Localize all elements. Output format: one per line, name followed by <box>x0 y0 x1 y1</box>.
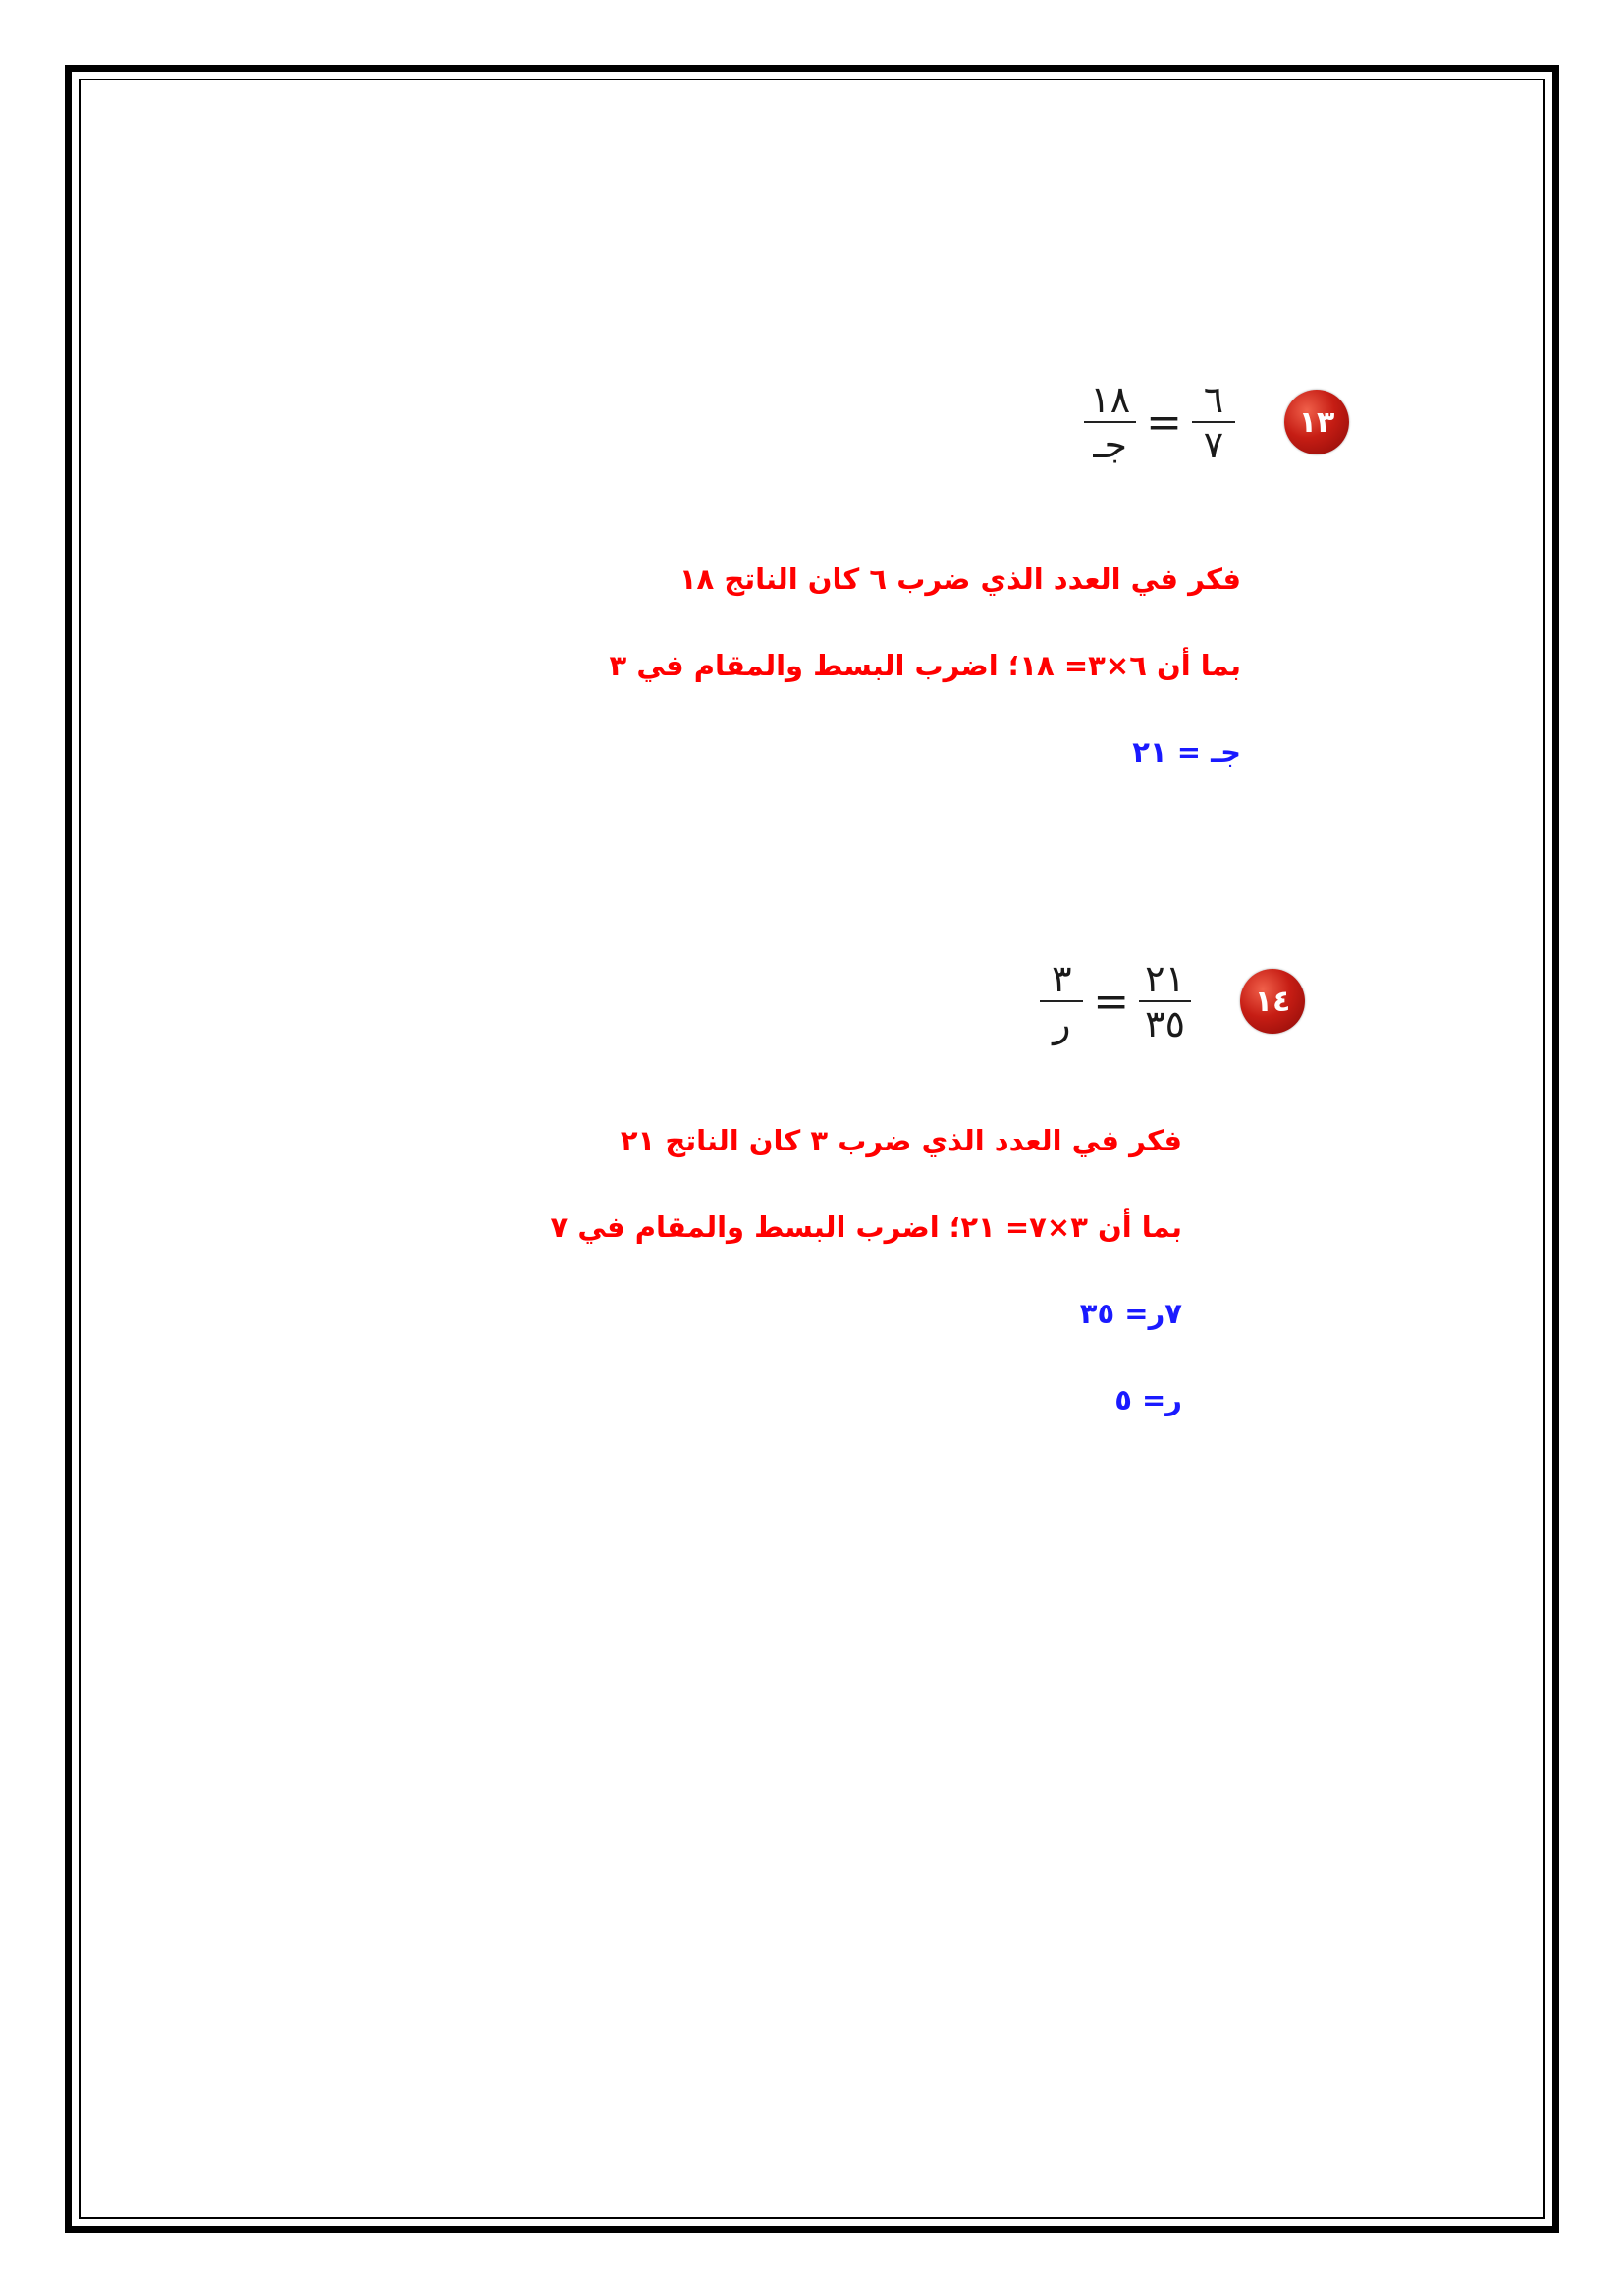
numerator: ٢١ <box>1145 957 1185 1000</box>
problem-number-badge: ١٤ <box>1240 969 1305 1034</box>
denominator: ر <box>1053 1002 1071 1045</box>
fraction-left <box>1040 957 1083 1045</box>
problem-number-badge: ١٣ <box>1284 390 1349 454</box>
equals-sign: = <box>1146 397 1182 448</box>
problem-14-header <box>1040 957 1305 1045</box>
equals-sign: = <box>1093 976 1130 1027</box>
solution-step: بما أن ٣×٧= ٢١؛ اضرب البسط والمقام في ٧ <box>550 1210 1182 1244</box>
denominator: ٧ <box>1203 423 1224 466</box>
fraction-left <box>1084 378 1136 466</box>
solution-answer: جـ = ٢١ <box>1132 735 1241 769</box>
denominator: جـ <box>1093 423 1128 466</box>
denominator: ٣٥ <box>1145 1002 1185 1045</box>
solution-answer: ر= ٥ <box>1114 1383 1182 1416</box>
solution-step: بما أن ٦×٣= ١٨؛ اضرب البسط والمقام في ٣ <box>609 649 1241 682</box>
solution-step: فكر في العدد الذي ضرب ٣ كان الناتج ٢١ <box>620 1124 1182 1157</box>
numerator: ٦ <box>1203 378 1224 421</box>
problem-13-header <box>1084 378 1349 466</box>
solution-answer: ٧ر= ٣٥ <box>1079 1297 1182 1330</box>
solution-step: فكر في العدد الذي ضرب ٦ كان الناتج ١٨ <box>678 562 1241 596</box>
equation <box>1084 378 1235 466</box>
problem-13-solution <box>610 558 1241 817</box>
numerator: ١٨ <box>1090 378 1131 421</box>
equation <box>1040 957 1191 1045</box>
problem-14-solution <box>551 1119 1182 1465</box>
numerator: ٣ <box>1052 957 1072 1000</box>
fraction-right <box>1192 378 1235 466</box>
fraction-right <box>1139 957 1191 1045</box>
